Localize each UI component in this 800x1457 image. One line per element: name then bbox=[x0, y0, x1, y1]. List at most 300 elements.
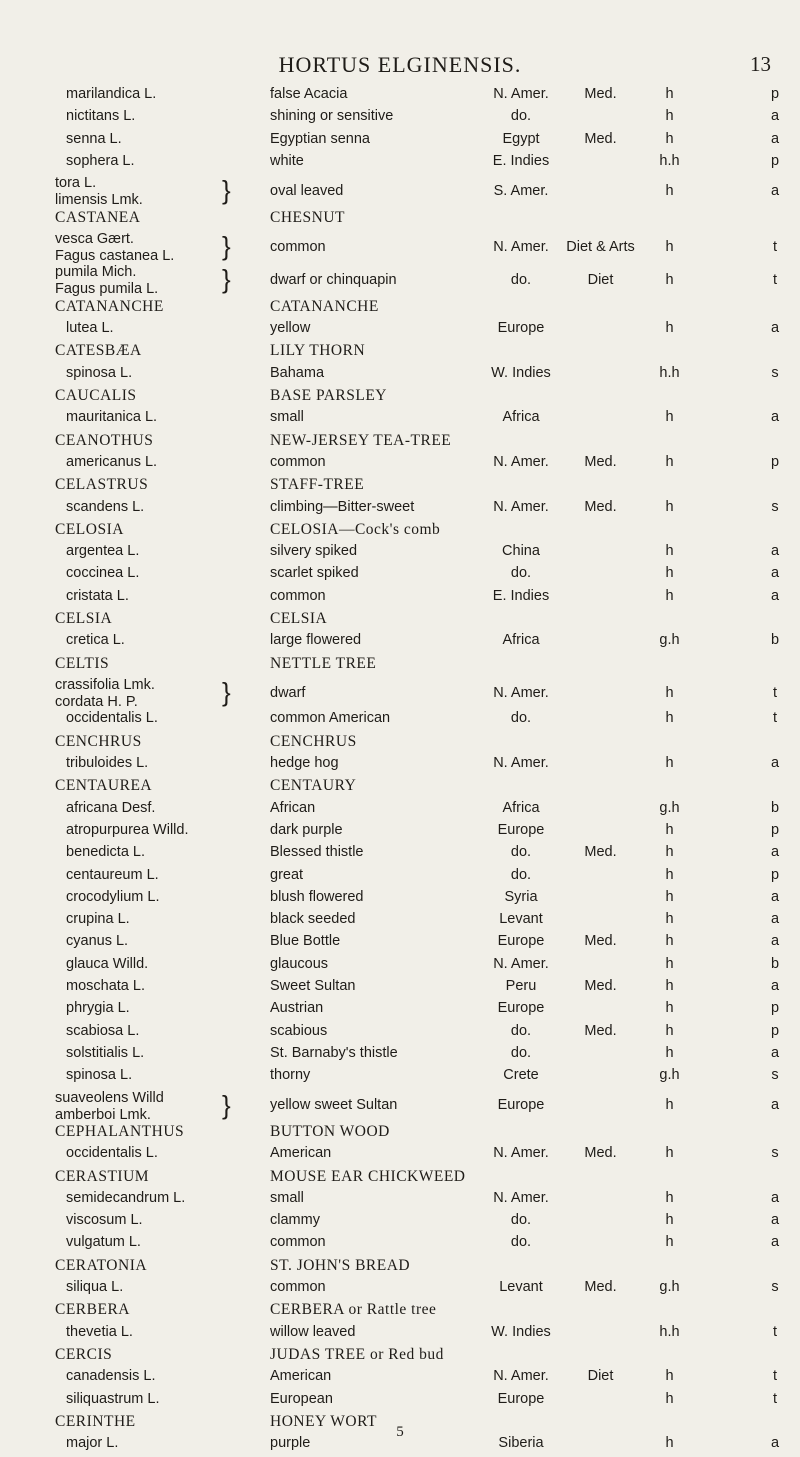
common-name: African bbox=[270, 799, 316, 816]
latin-name: nictitans L. bbox=[66, 108, 136, 125]
species-row bbox=[0, 956, 800, 978]
duration: a bbox=[770, 1212, 780, 1229]
latin-name: thevetia L. bbox=[66, 1323, 133, 1340]
use: Med. bbox=[584, 978, 617, 994]
genus-latin-name: CATANANCHE bbox=[55, 297, 164, 315]
duration: a bbox=[770, 911, 780, 928]
cultivation: h bbox=[665, 1097, 674, 1114]
origin: Crete bbox=[503, 1067, 539, 1084]
species-row bbox=[0, 565, 800, 587]
common-name: willow leaved bbox=[270, 1323, 356, 1340]
origin: Africa bbox=[502, 409, 540, 426]
cultivation: h bbox=[665, 821, 674, 838]
use: Med. bbox=[584, 844, 617, 861]
use: Med. bbox=[584, 453, 617, 470]
genus-common-name: CERBERA or Rattle tree bbox=[270, 1301, 437, 1319]
duration: t bbox=[772, 1390, 778, 1407]
latin-name: siliqua L. bbox=[66, 1279, 124, 1296]
species-row bbox=[0, 499, 800, 521]
duration: a bbox=[770, 320, 780, 337]
species-row bbox=[0, 454, 800, 476]
genus-common-name: MOUSE EAR CHICKWEED bbox=[270, 1167, 466, 1185]
origin: N. Amer. bbox=[493, 684, 549, 701]
species-row bbox=[0, 1234, 800, 1256]
cultivation: g.h bbox=[659, 1279, 680, 1296]
species-row bbox=[0, 1212, 800, 1234]
latin-name: scandens L. bbox=[66, 498, 145, 515]
cultivation: h bbox=[665, 978, 674, 994]
duration: t bbox=[772, 1323, 778, 1340]
use: Diet bbox=[587, 272, 614, 289]
cultivation: h bbox=[665, 1368, 674, 1385]
brace-mark: } bbox=[222, 230, 231, 261]
species-row bbox=[0, 264, 800, 297]
common-name: shining or sensitive bbox=[270, 108, 394, 125]
synonym-pair bbox=[55, 264, 158, 298]
common-name: scarlet spiked bbox=[270, 565, 359, 582]
duration: s bbox=[771, 364, 779, 381]
duration: t bbox=[772, 1368, 778, 1385]
cultivation: h bbox=[665, 1145, 674, 1162]
species-row bbox=[0, 677, 800, 710]
species-row bbox=[0, 175, 800, 208]
cultivation: h bbox=[665, 543, 674, 560]
page-title: HORTUS ELGINENSIS. bbox=[278, 52, 522, 77]
genus-heading-row bbox=[0, 1123, 800, 1145]
genus-common-name: JUDAS TREE or Red bud bbox=[270, 1345, 444, 1363]
use: Med. bbox=[584, 1145, 617, 1162]
species-row bbox=[0, 710, 800, 732]
duration: a bbox=[770, 1044, 780, 1061]
latin-synonym: amberboi Lmk. bbox=[55, 1106, 151, 1123]
common-name: common bbox=[270, 1279, 326, 1296]
origin: Levant bbox=[499, 911, 543, 928]
duration: a bbox=[770, 844, 780, 861]
latin-name: argentea L. bbox=[66, 543, 140, 560]
duration: a bbox=[770, 888, 780, 905]
common-name: American bbox=[270, 1368, 332, 1385]
brace-mark: } bbox=[222, 1089, 231, 1120]
cultivation: h bbox=[665, 453, 674, 470]
brace-mark: } bbox=[222, 264, 231, 295]
latin-name: spinosa L. bbox=[66, 1067, 133, 1084]
cultivation: h bbox=[665, 86, 674, 102]
species-row bbox=[0, 1190, 800, 1212]
origin: Europe bbox=[497, 320, 545, 337]
origin: Europe bbox=[497, 1097, 545, 1114]
genus-latin-name: CEANOTHUS bbox=[55, 431, 154, 449]
common-name: Blue Bottle bbox=[270, 933, 341, 950]
latin-name: occidentalis L. bbox=[66, 710, 158, 727]
latin-name: spinosa L. bbox=[66, 364, 133, 381]
genus-heading-row bbox=[0, 209, 800, 231]
latin-name: siliquastrum L. bbox=[66, 1390, 160, 1407]
synonym-pair bbox=[55, 231, 174, 265]
genus-heading-row bbox=[0, 610, 800, 632]
latin-name: marilandica L. bbox=[66, 86, 157, 102]
origin: N. Amer. bbox=[493, 955, 549, 972]
genus-common-name: BASE PARSLEY bbox=[270, 387, 387, 405]
latin-name: africana Desf. bbox=[66, 799, 156, 816]
latin-synonym: Fagus pumila L. bbox=[55, 281, 159, 298]
common-name: common bbox=[270, 1234, 326, 1251]
origin: Europe bbox=[497, 1390, 545, 1407]
cultivation: h bbox=[665, 710, 674, 727]
common-name: white bbox=[270, 152, 304, 169]
duration: p bbox=[770, 1000, 780, 1017]
duration: a bbox=[770, 409, 780, 426]
duration: p bbox=[770, 453, 780, 470]
brace-mark: } bbox=[222, 676, 231, 707]
species-row bbox=[0, 1067, 800, 1089]
origin: do. bbox=[510, 710, 532, 727]
latin-name: senna L. bbox=[66, 130, 122, 147]
common-name: small bbox=[270, 409, 304, 426]
origin: N. Amer. bbox=[493, 498, 549, 515]
cultivation: h.h bbox=[659, 152, 680, 169]
common-name: black seeded bbox=[270, 911, 356, 928]
latin-name: vulgatum L. bbox=[66, 1234, 141, 1251]
genus-latin-name: CEPHALANTHUS bbox=[55, 1122, 185, 1140]
duration: a bbox=[770, 978, 780, 994]
common-name: dwarf bbox=[270, 684, 306, 701]
genus-common-name: CHESNUT bbox=[270, 208, 345, 226]
species-row bbox=[0, 1324, 800, 1346]
latin-name: americanus L. bbox=[66, 453, 158, 470]
plant-catalogue-table bbox=[0, 80, 800, 1452]
genus-common-name: STAFF-TREE bbox=[270, 476, 365, 494]
common-name: Blessed thistle bbox=[270, 844, 364, 861]
duration: s bbox=[771, 498, 779, 515]
origin: do. bbox=[510, 565, 532, 582]
origin: do. bbox=[510, 1234, 532, 1251]
latin-name: tribuloides L. bbox=[66, 755, 149, 771]
cultivation: h bbox=[665, 755, 674, 771]
cultivation: h bbox=[665, 108, 674, 125]
genus-heading-row bbox=[0, 432, 800, 454]
cultivation: h bbox=[665, 238, 674, 255]
common-name: Austrian bbox=[270, 1000, 324, 1017]
duration: t bbox=[772, 238, 778, 255]
species-row bbox=[0, 822, 800, 844]
duration: p bbox=[770, 86, 780, 102]
latin-name: lutea L. bbox=[66, 320, 114, 337]
common-name: large flowered bbox=[270, 632, 362, 649]
common-name: oval leaved bbox=[270, 182, 344, 199]
genus-heading-row bbox=[0, 387, 800, 409]
duration: p bbox=[770, 1022, 780, 1039]
genus-latin-name: CERCIS bbox=[55, 1345, 113, 1363]
genus-latin-name: CAUCALIS bbox=[55, 387, 137, 405]
origin: W. Indies bbox=[491, 1323, 551, 1340]
common-name: thorny bbox=[270, 1067, 311, 1084]
genus-latin-name: CERASTIUM bbox=[55, 1167, 150, 1185]
cultivation: h bbox=[665, 1390, 674, 1407]
origin: do. bbox=[510, 844, 532, 861]
species-row bbox=[0, 543, 800, 565]
latin-name: glauca Willd. bbox=[66, 955, 149, 972]
use: Med. bbox=[584, 86, 617, 102]
cultivation: h bbox=[665, 130, 674, 147]
genus-heading-row bbox=[0, 1257, 800, 1279]
species-row bbox=[0, 911, 800, 933]
duration: a bbox=[770, 587, 780, 604]
origin: N. Amer. bbox=[493, 755, 549, 771]
genus-common-name: NETTLE TREE bbox=[270, 654, 377, 672]
origin: do. bbox=[510, 866, 532, 883]
common-name: European bbox=[270, 1390, 333, 1407]
latin-synonym: limensis Lmk. bbox=[55, 192, 143, 209]
common-name: St. Barnaby's thistle bbox=[270, 1044, 398, 1061]
origin: Peru bbox=[505, 978, 537, 994]
origin: Syria bbox=[504, 888, 538, 905]
species-row bbox=[0, 1000, 800, 1022]
duration: s bbox=[771, 1145, 779, 1162]
species-row bbox=[0, 409, 800, 431]
latin-synonym: cordata H. P. bbox=[55, 693, 138, 710]
latin-name: benedicta L. bbox=[66, 844, 146, 861]
cultivation: h bbox=[665, 1212, 674, 1229]
cultivation: h bbox=[665, 498, 674, 515]
cultivation: h bbox=[665, 272, 674, 289]
species-row bbox=[0, 755, 800, 777]
origin: do. bbox=[510, 272, 532, 289]
duration: a bbox=[770, 543, 780, 560]
duration: t bbox=[772, 272, 778, 289]
common-name: purple bbox=[270, 1435, 311, 1452]
genus-latin-name: CERATONIA bbox=[55, 1256, 148, 1274]
cultivation: h.h bbox=[659, 364, 680, 381]
species-row bbox=[0, 231, 800, 264]
genus-latin-name: CENCHRUS bbox=[55, 732, 142, 750]
genus-heading-row bbox=[0, 655, 800, 677]
brace-mark: } bbox=[222, 175, 231, 206]
genus-common-name: CENCHRUS bbox=[270, 732, 357, 750]
duration: b bbox=[770, 955, 780, 972]
common-name: common bbox=[270, 587, 326, 604]
cultivation: h bbox=[665, 933, 674, 950]
species-row bbox=[0, 320, 800, 342]
duration: a bbox=[770, 1097, 780, 1114]
species-row bbox=[0, 131, 800, 153]
genus-common-name: CELSIA bbox=[270, 610, 328, 628]
common-name: common bbox=[270, 238, 326, 255]
latin-name: tora L. bbox=[55, 175, 97, 192]
latin-name: solstitialis L. bbox=[66, 1044, 145, 1061]
species-row bbox=[0, 588, 800, 610]
species-row bbox=[0, 86, 800, 108]
common-name: yellow bbox=[270, 320, 311, 337]
latin-name: occidentalis L. bbox=[66, 1145, 158, 1162]
common-name: blush flowered bbox=[270, 888, 364, 905]
species-row bbox=[0, 1090, 800, 1123]
common-name: false Acacia bbox=[270, 86, 348, 102]
genus-heading-row bbox=[0, 1346, 800, 1368]
cultivation: h bbox=[665, 1022, 674, 1039]
cultivation: h bbox=[665, 1000, 674, 1017]
common-name: dwarf or chinquapin bbox=[270, 272, 397, 289]
synonym-pair bbox=[55, 1090, 164, 1124]
duration: p bbox=[770, 866, 780, 883]
species-row bbox=[0, 153, 800, 175]
genus-common-name: CENTAURY bbox=[270, 777, 357, 795]
use: Med. bbox=[584, 498, 617, 515]
cultivation: g.h bbox=[659, 632, 680, 649]
duration: p bbox=[770, 152, 780, 169]
origin: N. Amer. bbox=[493, 453, 549, 470]
species-row bbox=[0, 844, 800, 866]
signature-mark: 5 bbox=[396, 1424, 404, 1440]
origin: E. Indies bbox=[492, 152, 550, 169]
cultivation: h bbox=[665, 1189, 674, 1206]
origin: Europe bbox=[497, 933, 545, 950]
duration: b bbox=[770, 799, 780, 816]
latin-name: semidecandrum L. bbox=[66, 1189, 186, 1206]
species-row bbox=[0, 1279, 800, 1301]
latin-name: scabiosa L. bbox=[66, 1022, 140, 1039]
origin: do. bbox=[510, 1044, 532, 1061]
origin: do. bbox=[510, 1022, 532, 1039]
common-name: Bahama bbox=[270, 364, 325, 381]
duration: s bbox=[771, 1279, 779, 1296]
genus-heading-row bbox=[0, 521, 800, 543]
genus-heading-row bbox=[0, 1301, 800, 1323]
cultivation: h bbox=[665, 587, 674, 604]
use: Med. bbox=[584, 1022, 617, 1039]
latin-name: canadensis L. bbox=[66, 1368, 156, 1385]
species-row bbox=[0, 889, 800, 911]
synonym-pair bbox=[55, 175, 143, 209]
genus-common-name: ST. JOHN'S BREAD bbox=[270, 1256, 411, 1274]
cultivation: h bbox=[665, 955, 674, 972]
cultivation: h bbox=[665, 866, 674, 883]
duration: t bbox=[772, 710, 778, 727]
common-name: hedge hog bbox=[270, 755, 339, 771]
genus-latin-name: CELASTRUS bbox=[55, 476, 149, 494]
species-row bbox=[0, 800, 800, 822]
common-name: clammy bbox=[270, 1212, 320, 1229]
latin-name: cretica L. bbox=[66, 632, 125, 649]
genus-latin-name: CERINTHE bbox=[55, 1412, 136, 1430]
common-name: common American bbox=[270, 710, 391, 727]
duration: a bbox=[770, 130, 780, 147]
origin: China bbox=[502, 543, 540, 560]
latin-name: crupina L. bbox=[66, 911, 130, 928]
duration: a bbox=[770, 1189, 780, 1206]
species-row bbox=[0, 933, 800, 955]
duration: a bbox=[770, 1435, 780, 1452]
latin-name: coccinea L. bbox=[66, 565, 140, 582]
latin-name: centaureum L. bbox=[66, 866, 159, 883]
latin-name: vesca Gært. bbox=[55, 230, 134, 247]
cultivation: h bbox=[665, 320, 674, 337]
cultivation: g.h bbox=[659, 799, 680, 816]
origin: N. Amer. bbox=[493, 1368, 549, 1385]
cultivation: h bbox=[665, 888, 674, 905]
genus-heading-row bbox=[0, 777, 800, 799]
duration: a bbox=[770, 565, 780, 582]
common-name: small bbox=[270, 1189, 304, 1206]
genus-heading-row bbox=[0, 733, 800, 755]
genus-common-name: BUTTON WOOD bbox=[270, 1122, 390, 1140]
genus-latin-name: CATESBÆA bbox=[55, 342, 142, 360]
use: Med. bbox=[584, 1279, 617, 1296]
duration: p bbox=[770, 821, 780, 838]
genus-common-name: NEW-JERSEY TEA-TREE bbox=[270, 431, 452, 449]
cultivation: h bbox=[665, 1044, 674, 1061]
species-row bbox=[0, 867, 800, 889]
latin-name: crocodylium L. bbox=[66, 888, 160, 905]
latin-name: major L. bbox=[66, 1435, 119, 1452]
common-name: yellow sweet Sultan bbox=[270, 1097, 398, 1114]
species-row bbox=[0, 632, 800, 654]
page-header bbox=[0, 0, 800, 80]
origin: Europe bbox=[497, 1000, 545, 1017]
origin: E. Indies bbox=[492, 587, 550, 604]
origin: S. Amer. bbox=[493, 182, 549, 199]
common-name: silvery spiked bbox=[270, 543, 358, 560]
origin: do. bbox=[510, 108, 532, 125]
common-name: great bbox=[270, 866, 304, 883]
genus-latin-name: CELTIS bbox=[55, 654, 110, 672]
species-row bbox=[0, 978, 800, 1000]
genus-common-name: CATANANCHE bbox=[270, 297, 379, 315]
latin-name: crassifolia Lmk. bbox=[55, 676, 155, 693]
latin-name: suaveolens Willd bbox=[55, 1089, 164, 1106]
cultivation: g.h bbox=[659, 1067, 680, 1084]
duration: a bbox=[770, 933, 780, 950]
duration: a bbox=[770, 108, 780, 125]
latin-name: pumila Mich. bbox=[55, 264, 137, 281]
origin: N. Amer. bbox=[493, 1189, 549, 1206]
cultivation: h bbox=[665, 684, 674, 701]
genus-heading-row bbox=[0, 476, 800, 498]
cultivation: h bbox=[665, 1234, 674, 1251]
genus-common-name: LILY THORN bbox=[270, 342, 366, 360]
genus-latin-name: CERBERA bbox=[55, 1301, 130, 1319]
species-row bbox=[0, 365, 800, 387]
common-name: climbing—Bitter-sweet bbox=[270, 498, 415, 515]
genus-latin-name: CENTAUREA bbox=[55, 777, 153, 795]
latin-name: moschata L. bbox=[66, 978, 145, 994]
genus-latin-name: CASTANEA bbox=[55, 208, 141, 226]
duration: t bbox=[772, 684, 778, 701]
genus-common-name: CELOSIA—Cock's comb bbox=[270, 520, 441, 538]
origin: W. Indies bbox=[491, 364, 551, 381]
origin: do. bbox=[510, 1212, 532, 1229]
origin: Europe bbox=[497, 821, 545, 838]
latin-name: mauritanica L. bbox=[66, 409, 158, 426]
duration: a bbox=[770, 1234, 780, 1251]
origin: N. Amer. bbox=[493, 238, 549, 255]
latin-name: cristata L. bbox=[66, 587, 129, 604]
genus-latin-name: CELSIA bbox=[55, 610, 113, 628]
cultivation: h bbox=[665, 844, 674, 861]
origin: Siberia bbox=[498, 1435, 544, 1452]
species-row bbox=[0, 1391, 800, 1413]
common-name: scabious bbox=[270, 1022, 328, 1039]
origin: Egypt bbox=[502, 130, 540, 147]
latin-name: sophera L. bbox=[66, 152, 135, 169]
origin: Africa bbox=[502, 799, 540, 816]
origin: Levant bbox=[499, 1279, 543, 1296]
cultivation: h bbox=[665, 565, 674, 582]
common-name: Sweet Sultan bbox=[270, 978, 356, 994]
genus-heading-row bbox=[0, 298, 800, 320]
genus-common-name: HONEY WORT bbox=[270, 1412, 377, 1430]
cultivation: h bbox=[665, 1435, 674, 1452]
species-row bbox=[0, 1023, 800, 1045]
